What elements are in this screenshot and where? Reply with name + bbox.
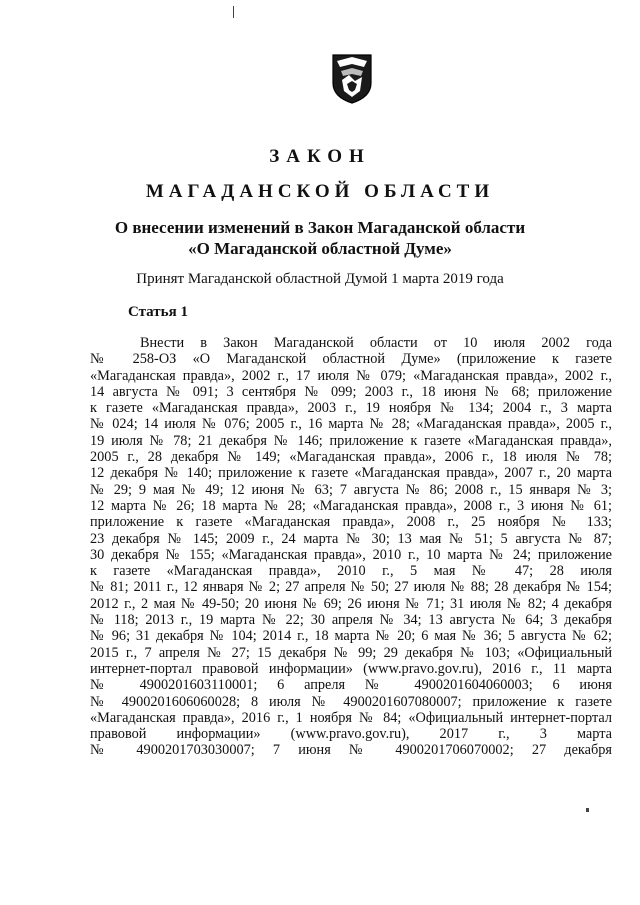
body-line: № 29; 9 мая № 49; 12 июня № 63; 7 августа № 86; 2008 г., 15 января № 3;	[90, 481, 612, 498]
scan-artifact	[586, 808, 589, 812]
law-title: ЗАКОН	[269, 146, 371, 167]
body-line: правовой информации» (www.pravo.gov.ru), 2017 г., 3 марта	[90, 726, 612, 743]
body-line: 12 декабря № 140; приложение к газете «Магаданская правда», 2007 г., 20 марта	[90, 465, 612, 482]
body-line: к газете «Магаданская правда», 2003 г., 19 ноября № 134; 2004 г., 3 марта	[90, 400, 612, 417]
body-line: Внести в Закон Магаданской области от 10 июля 2002 года	[140, 335, 612, 351]
adoption-note: Принят Магаданской областной Думой 1 марта 2019 года	[136, 271, 504, 287]
body-line: 2012 г., 2 мая № 49-50; 20 июня № 69; 26 июня № 71; 31 июля № 82; 4 декабря	[90, 595, 612, 612]
body-line: 12 марта № 26; 18 марта № 28; «Магаданская правда», 2008 г., 3 июня № 61;	[90, 497, 612, 514]
body-line: 14 августа № 091; 3 сентября № 099; 2003 г., 18 июня № 68; приложение	[90, 383, 612, 400]
scan-artifact	[233, 6, 234, 18]
body-line: «Магаданская правда», 2016 г., 1 ноября № 84; «Официальный интернет-портал	[90, 709, 612, 726]
body-line: интернет-портал правовой информации» (www.pravo.gov.ru), 2016 г., 11 марта	[90, 660, 612, 677]
region-title: МАГАДАНСКОЙ ОБЛАСТИ	[145, 181, 495, 202]
body-line: № 4900201606060028; 8 июля № 4900201607080007; приложение к газете	[90, 693, 612, 710]
body-line: 19 июля № 78; 21 декабря № 146; приложение к газете «Магаданская правда»,	[90, 432, 612, 449]
body-line: «Магаданская правда», 2002 г., 17 июля № 079; «Магаданская правда», 2002 г.,	[90, 367, 612, 384]
body-line: № 258-ОЗ «О Магаданской областной Думе» (приложение к газете	[90, 351, 612, 368]
body-line: к газете «Магаданская правда», 2010 г., 5 мая № 47; 28 июля	[90, 563, 612, 580]
body-line: № 81; 2011 г., 12 января № 2; 27 апреля № 50; 27 июля № 88; 28 декабря № 154;	[90, 579, 612, 596]
body-line: 2015 г., 7 апреля № 27; 15 декабря № 99; 29 декабря № 103; «Официальный	[90, 644, 612, 661]
coat-of-arms-icon	[331, 53, 373, 105]
law-subtitle	[0, 217, 640, 259]
body-line: № 024; 14 июля № 076; 2005 г., 16 марта № 28; «Магаданская правда», 2005 г.,	[90, 416, 612, 433]
body-line: 2005 г., 28 декабря № 149; «Магаданская правда», 2006 г., 18 июля № 78;	[90, 449, 612, 466]
body-line: № 4900201603110001; 6 апреля № 4900201604060003; 6 июня	[90, 677, 612, 694]
body-line: 23 декабря № 145; 2009 г., 24 марта № 30; 13 мая № 51; 5 августа № 87;	[90, 530, 612, 547]
body-line: № 96; 31 декабря № 104; 2014 г., 18 марта № 20; 6 мая № 36; 5 августа № 62;	[90, 628, 612, 645]
article-heading: Статья 1	[128, 304, 188, 320]
subtitle-line: О внесении изменений в Закон Магаданской области	[114, 218, 526, 237]
body-line: № 118; 2013 г., 19 марта № 22; 30 апреля № 34; 13 августа № 64; 3 декабря	[90, 612, 612, 629]
body-line: № 4900201703030007; 7 июня № 4900201706070002; 27 декабря	[90, 742, 612, 759]
subtitle-line: «О Магаданской областной Думе»	[188, 239, 452, 258]
body-line: 30 декабря № 155; «Магаданская правда», 2010 г., 10 марта № 24; приложение	[90, 546, 612, 563]
body-line: приложение к газете «Магаданская правда», 2008 г., 25 ноября № 133;	[90, 514, 612, 531]
article-body	[90, 335, 612, 759]
